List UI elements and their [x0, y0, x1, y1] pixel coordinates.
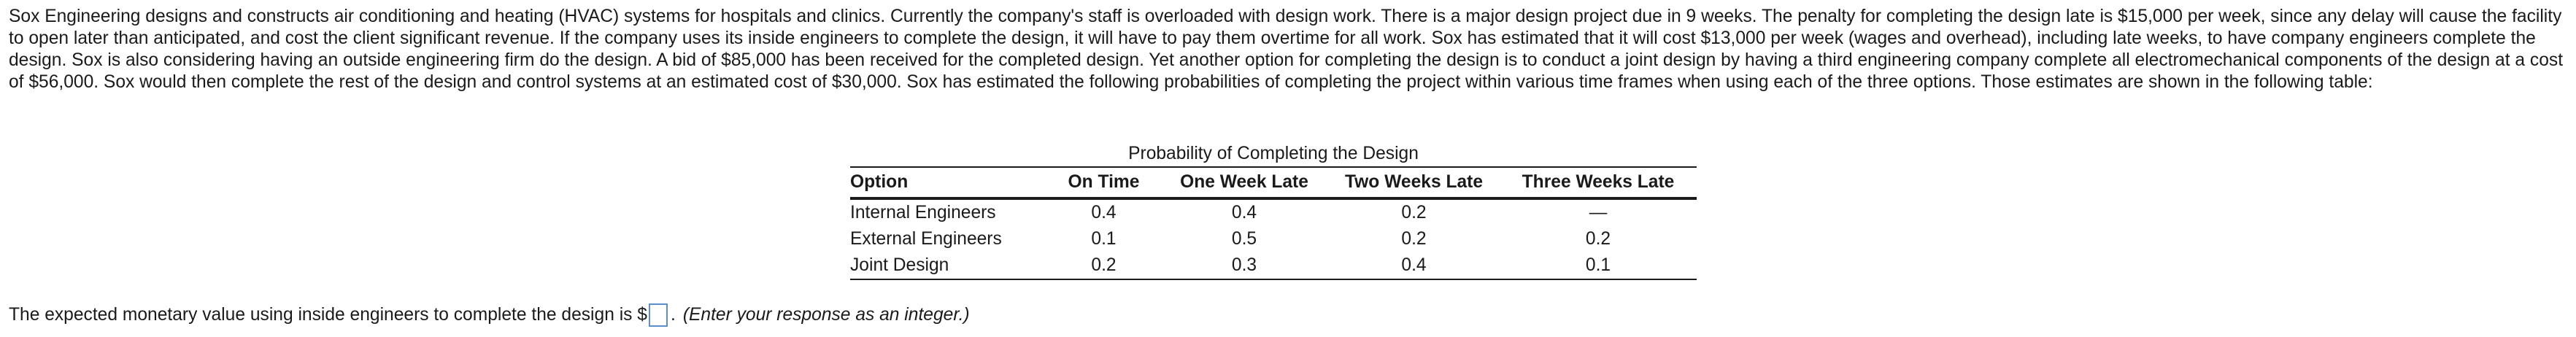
row-option: Joint Design	[850, 252, 1047, 279]
answer-suffix: .	[670, 305, 676, 325]
cell-on-time: 0.1	[1091, 229, 1117, 249]
cell-one-week-late: 0.3	[1160, 252, 1328, 279]
cell-two-weeks-late: 0.2	[1401, 203, 1427, 222]
header-on-time: On Time	[1047, 167, 1160, 198]
header-three-weeks-late: Three Weeks Late	[1500, 167, 1697, 198]
cell-three-weeks-late: —	[1589, 203, 1608, 222]
header-option: Option	[850, 167, 1047, 198]
answer-line	[9, 301, 970, 330]
cell-two-weeks-late: 0.4	[1328, 252, 1500, 279]
problem-statement: Sox Engineering designs and constructs air conditioning and heating (HVAC) systems for hospitals and clinics. Currently the company's staff is overloaded with design work. There is a major design project due in 9 weeks. The penalty for completing the design late is $15,000 per week, since any delay will cause the facility to open later than anticipated, and cost the client significant revenue. If the company uses its inside engineers to complete the design, it will have to pay them overtime for all work. Sox has estimated that it will cost $13,000 per week (wages and overhead), including late weeks, to have company engineers complete the design. Sox is also considering having an outside engineering firm do the design. A bid of $85,000 has been received for the completed design. Yet another option for completing the design is to conduct a joint design by having a third engineering company complete all electromechanical components of the design at a cost of $56,000. Sox would then complete the rest of the design and control systems at an estimated cost of $30,000. Sox has estimated the following probabilities of completing the project within various time frames when using each of the three options. Those estimates are shown in the following table:	[9, 7, 2564, 92]
cell-on-time: 0.2	[1047, 252, 1160, 279]
header-two-weeks-late: Two Weeks Late	[1328, 167, 1500, 198]
table-row	[850, 198, 1697, 226]
cell-one-week-late: 0.5	[1231, 229, 1257, 249]
cell-three-weeks-late: 0.1	[1500, 252, 1697, 279]
probability-table	[850, 166, 1697, 280]
answer-hint: (Enter your response as an integer.)	[682, 305, 970, 325]
table-caption: Probability of Completing the Design	[1128, 144, 1419, 163]
table-row	[850, 226, 1697, 252]
table-row	[850, 252, 1697, 279]
answer-input[interactable]	[649, 303, 668, 327]
cell-on-time: 0.4	[1091, 203, 1117, 222]
header-one-week-late: One Week Late	[1160, 167, 1328, 198]
answer-prompt: The expected monetary value using inside engineers to complete the design is $	[9, 305, 647, 325]
cell-one-week-late: 0.4	[1231, 203, 1257, 222]
table-header-row	[850, 167, 1697, 198]
row-option: Internal Engineers	[850, 203, 996, 222]
row-option: External Engineers	[850, 229, 1002, 249]
cell-two-weeks-late: 0.2	[1401, 229, 1427, 249]
cell-three-weeks-late: 0.2	[1585, 229, 1611, 249]
